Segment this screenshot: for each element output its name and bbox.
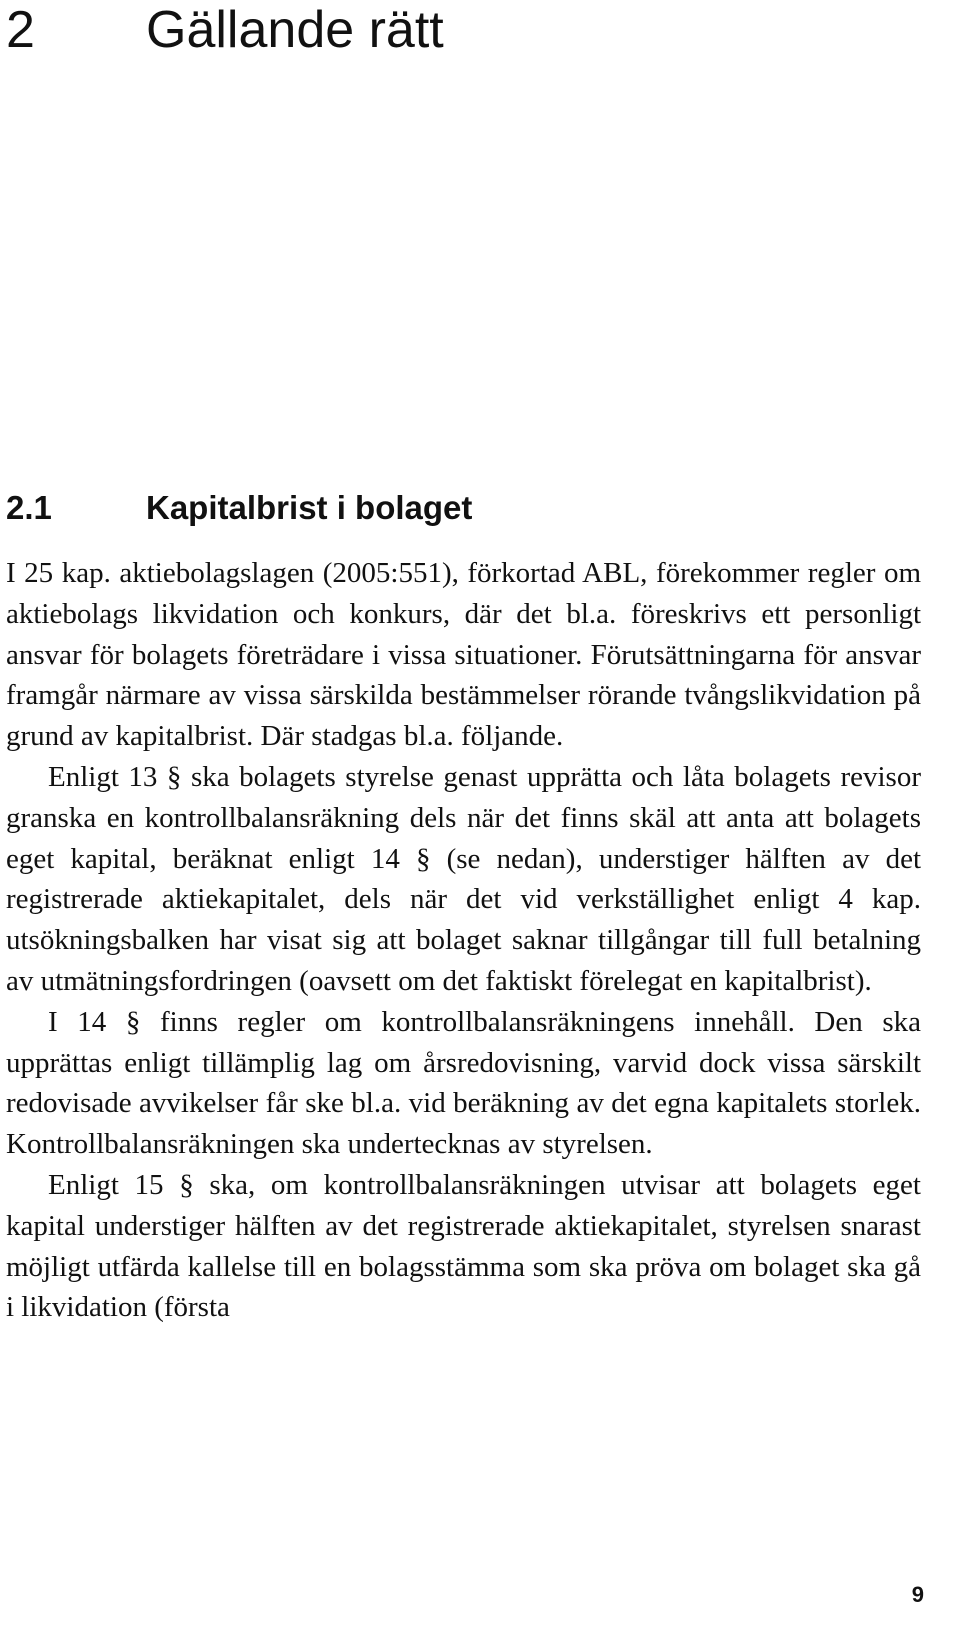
section-title: Kapitalbrist i bolaget xyxy=(146,489,473,526)
paragraph-3: I 14 § finns regler om kontrollbalansräkningens innehåll. Den ska upprättas enligt tillämplig lag om årsredovisning, varvid dock vissa särskilt redovisade avvikelser får ske bl.a. vid beräkning av det egna kapitalets storlek. Kontrollbalansräkningen ska undertecknas av styrelsen. xyxy=(6,1005,921,1161)
chapter-number: 2 xyxy=(6,1,35,59)
chapter-title: Gällande rätt xyxy=(146,1,444,59)
section-number: 2.1 xyxy=(6,489,52,526)
section-heading xyxy=(6,488,472,528)
paragraph-1: I 25 kap. aktiebolagslagen (2005:551), förkortad ABL, förekommer regler om aktiebolags likvidation och konkurs, där det bl.a. föreskrivs ett personligt ansvar för bolagets företrädare i vissa situationer. Förutsättningarna för ansvar framgår närmare av vissa särskilda bestämmelser rörande tvångslikvidation på grund av kapitalbrist. Där stadgas bl.a. följande. xyxy=(6,557,921,753)
chapter-heading xyxy=(6,0,444,60)
body-text xyxy=(6,553,921,1328)
paragraph-2: Enligt 13 § ska bolagets styrelse genast upprätta och låta bolagets revisor granska en kontrollbalansräkning dels när det finns skäl att anta att bolagets eget kapital, beräknat enligt 14 § (se nedan), understiger hälften av det registrerade aktiekapitalet, dels när det vid verkställighet enligt 4 kap. utsökningsbalken har visat sig att bolaget saknar tillgångar till full betalning av utmätningsfordringen (oavsett om det faktiskt förelegat en kapitalbrist). xyxy=(6,760,921,997)
paragraph-4: Enligt 15 § ska, om kontrollbalansräkningen utvisar att bolagets eget kapital understiger hälften av det registrerade aktiekapitalet, styrelsen snarast möjligt utfärda kallelse till en bolagsstämma som ska pröva om bolaget ska gå i likvidation (första xyxy=(6,1168,921,1324)
page-number: 9 xyxy=(911,1582,924,1607)
